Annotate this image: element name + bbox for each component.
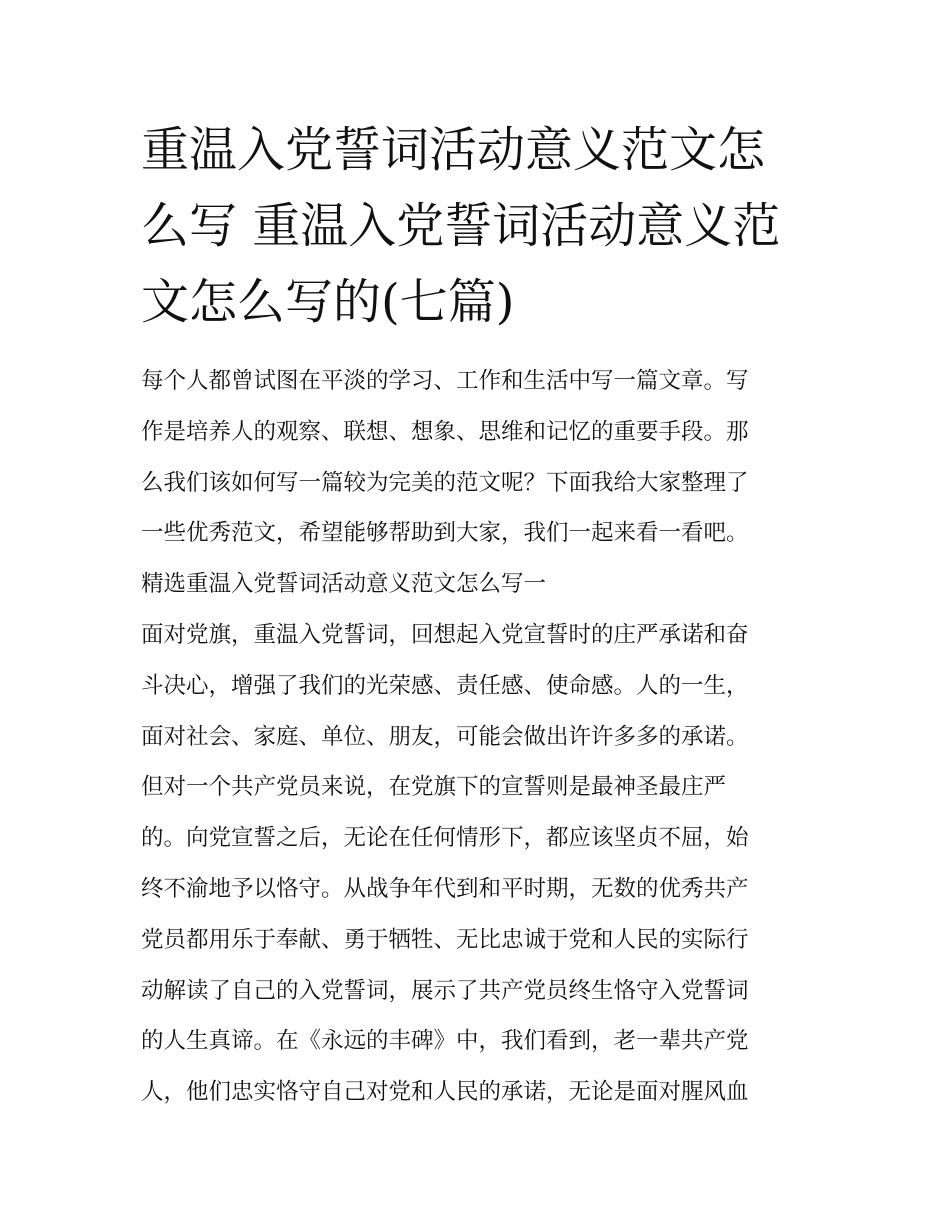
document-body [141, 356, 813, 1118]
body-line: 面对党旗，重温入党誓词，回想起入党宣誓时的庄严承诺和奋 [141, 621, 749, 648]
body-line: 每个人都曾试图在平淡的学习、工作和生活中写一篇文章。写 [141, 368, 749, 394]
body-line: 但对一个共产党员来说，在党旗下的宣誓则是最神圣最庄严 [141, 774, 727, 801]
title-line: 重温入党誓词活动意义范文怎 [141, 122, 766, 178]
body-line: 的。向党宣誓之后，无论在任何情形下，都应该坚贞不屈，始 [141, 825, 749, 852]
body-line: 党员都用乐于奉献、勇于牺牲、无比忠诚于党和人民的实际行 [141, 926, 749, 953]
body-line: 面对社会、家庭、单位、朋友，可能会做出许许多多的承诺。 [141, 723, 749, 750]
body-line: 动解读了自己的入党誓词，展示了共产党员终生恪守入党誓词 [141, 977, 749, 1004]
title-line: 么写 重温入党誓词活动意义范 [141, 198, 781, 254]
body-line: 一些优秀范文，希望能够帮助到大家，我们一起来看一看吧。 [141, 520, 749, 547]
section-heading: 精选重温入党誓词活动意义范文怎么写一 [141, 571, 547, 598]
body-line: 么我们该如何写一篇较为完美的范文呢？下面我给大家整理了 [141, 469, 749, 496]
body-line: 人，他们忠实恪守自己对党和人民的承诺，无论是面对腥风血 [141, 1079, 749, 1106]
title-line: 文怎么写的(七篇) [141, 274, 515, 330]
body-line: 作是培养人的观察、联想、想象、思维和记忆的重要手段。那 [141, 418, 749, 445]
document-page [141, 112, 813, 1118]
body-line: 斗决心，增强了我们的光荣感、责任感、使命感。人的一生， [141, 672, 749, 699]
body-line: 的人生真谛。在《永远的丰碑》中，我们看到，老一辈共产党 [141, 1028, 749, 1055]
document-title [141, 112, 813, 340]
body-line: 终不渝地予以恪守。从战争年代到和平时期，无数的优秀共产 [141, 875, 749, 902]
